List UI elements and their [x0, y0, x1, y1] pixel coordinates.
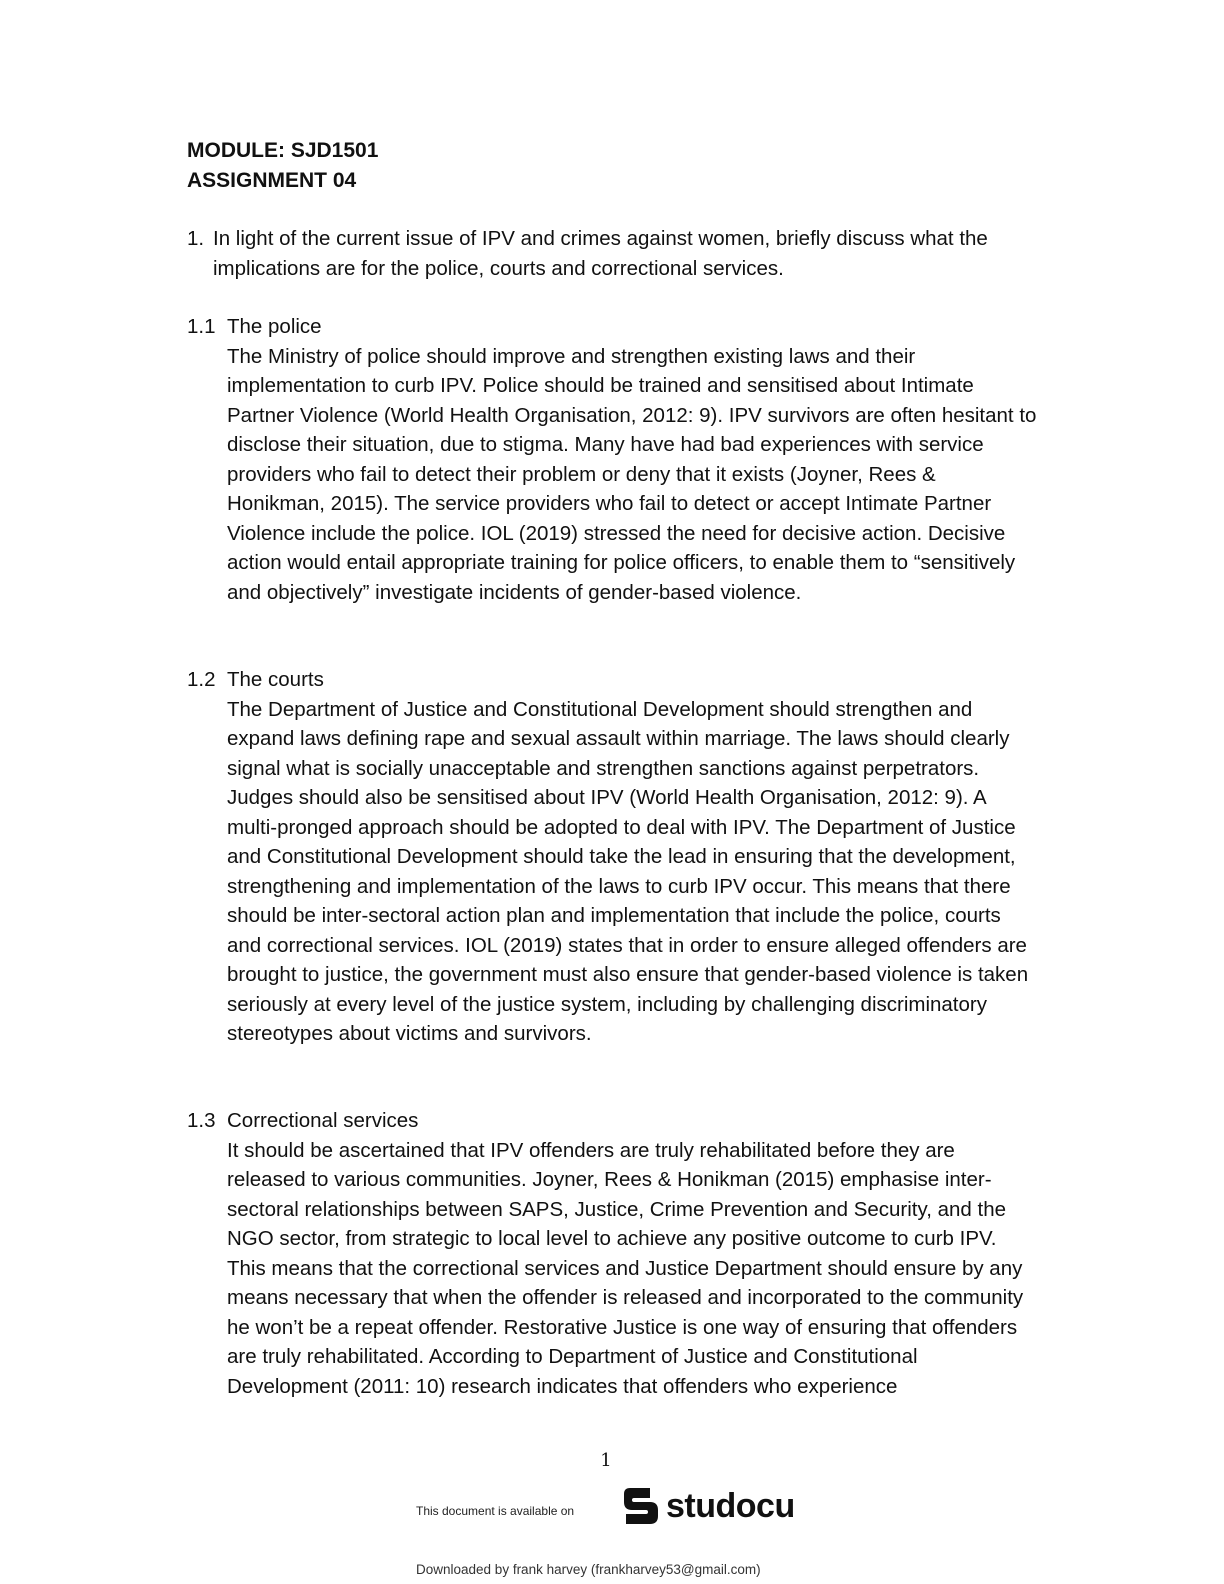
studocu-logo[interactable]: [620, 1486, 795, 1526]
module-code: MODULE: SJD1501: [187, 139, 379, 162]
section-police: [187, 312, 1037, 607]
document-header: [187, 136, 378, 196]
section-heading: [187, 312, 1037, 342]
availability-text: This document is available on: [416, 1504, 575, 1518]
section-correctional-services: [187, 1106, 1037, 1401]
section-title: The police: [227, 315, 322, 338]
studocu-brand-text: studocu: [666, 1486, 795, 1525]
downloaded-by-text: Downloaded by frank harvey (frankharvey53@gmail.com): [416, 1562, 761, 1577]
section-body: The Ministry of police should improve and strengthen existing laws and their implementation to curb IPV. Police should be trained and sensitised about Intimate Partner Violence (World Health Organisation, 2012: 9). IPV survivors are often hesitant to disclose their situation, due to stigma. Many have had bad experiences with service providers who fail to detect their problem or deny that it exists (Joyner, Rees & Honikman, 2015). The service providers who fail to detect or accept Intimate Partner Violence include the police. IOL (2019) stressed the need for decisive action. Decisive action would entail appropriate training for police officers, to enable them to “sensitively and objectively” investigate incidents of gender-based violence.: [227, 344, 1037, 604]
section-heading: [187, 665, 1037, 695]
question-1: [187, 224, 1037, 283]
section-heading: [187, 1106, 1037, 1136]
page-number: 1: [600, 1450, 612, 1471]
section-title: The courts: [227, 668, 324, 691]
assignment-title: ASSIGNMENT 04: [187, 169, 357, 192]
section-body: It should be ascertained that IPV offenders are truly rehabilitated before they are released to various communities. Joyner, Rees & Honikman (2015) emphasise inter-sectoral relationships between SAPS, Justice, Crime Prevention and Security, and the NGO sector, from strategic to local level to achieve any positive outcome to curb IPV. This means that the correctional services and Justice Department should ensure by any means necessary that when the offender is released and incorporated to the community he won’t be a repeat offender. Restorative Justice is one way of ensuring that offenders are truly rehabilitated. According to Department of Justice and Constitutional Development (2011: 10) research indicates that offenders who experience: [227, 1138, 1024, 1398]
section-courts: [187, 665, 1037, 1049]
question-number: 1.: [187, 227, 205, 250]
section-number: 1.1: [187, 315, 216, 338]
question-text: In light of the current issue of IPV and crimes against women, briefly discuss what the implications are for the police, courts and correctional services.: [213, 227, 988, 280]
section-number: 1.3: [187, 1109, 216, 1132]
studocu-logo-icon: [620, 1486, 662, 1526]
section-title: Correctional services: [227, 1109, 419, 1132]
section-number: 1.2: [187, 668, 216, 691]
section-body: The Department of Justice and Constitutional Development should strengthen and expand laws defining rape and sexual assault within marriage. The laws should clearly signal what is socially unacceptable and strengthen sanctions against perpetrators. Judges should also be sensitised about IPV (World Health Organisation, 2012: 9). A multi-pronged approach should be adopted to deal with IPV. The Department of Justice and Constitutional Development should take the lead in ensuring that the development, strengthening and implementation of the laws to curb IPV occur. This means that there should be inter-sectoral action plan and implementation that include the police, courts and correctional services. IOL (2019) states that in order to ensure alleged offenders are brought to justice, the government must also ensure that gender-based violence is taken seriously at every level of the justice system, including by challenging discriminatory stereotypes about victims and survivors.: [227, 697, 1029, 1045]
